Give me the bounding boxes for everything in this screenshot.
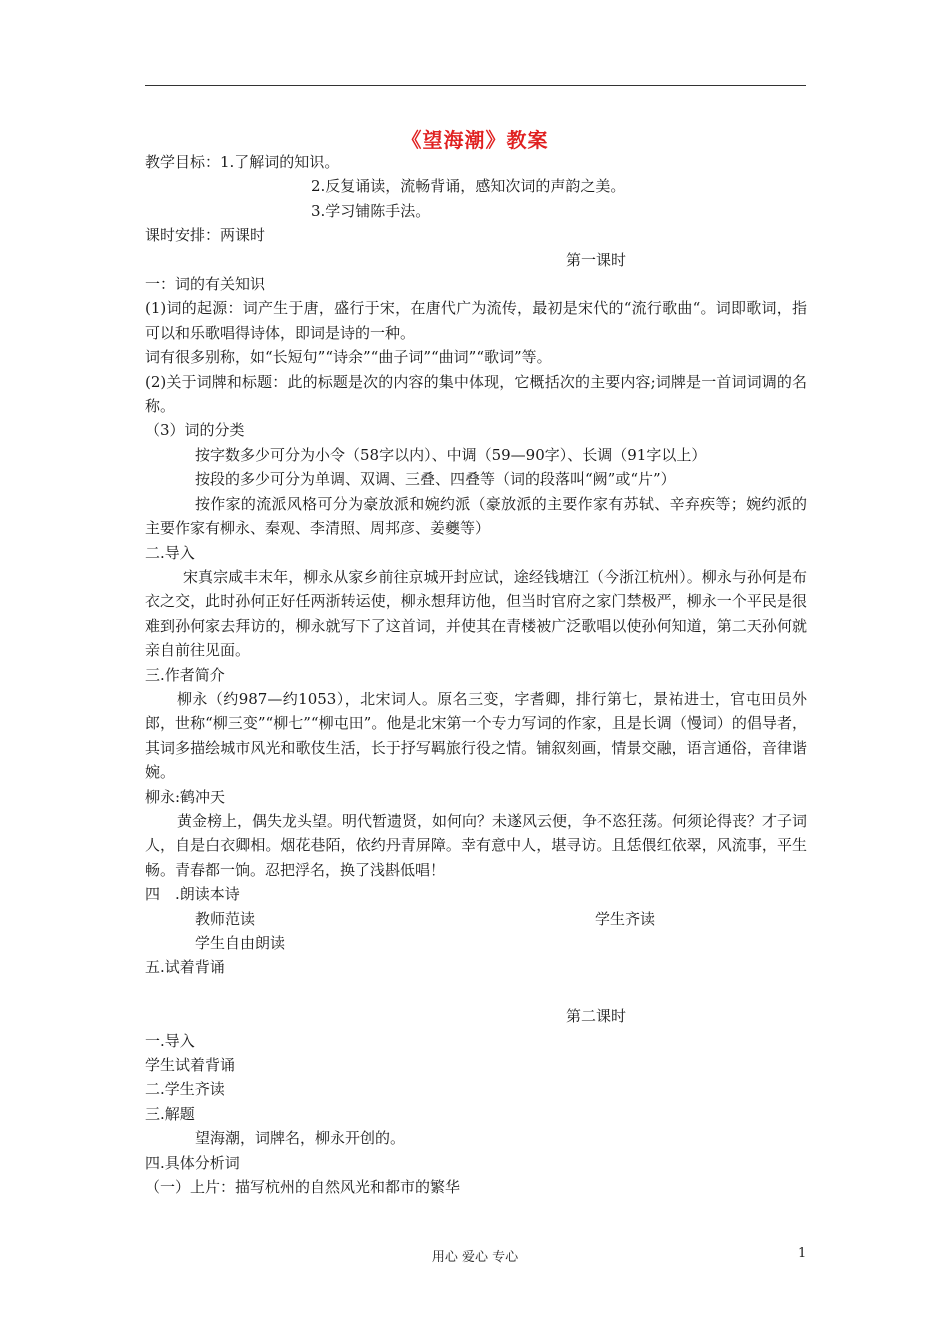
section-heading: 二.导入 — [145, 543, 195, 562]
footer-motto: 用心 爱心 专心 — [431, 1250, 519, 1265]
section-heading: 一.导入 — [145, 1031, 195, 1050]
paragraph: 柳永（约987—约1053），北宋词人。原名三变，字耆卿，排行第七，景祐进士，官屯田员外郎，世称“柳三变”“柳七”“柳屯田”。他是北宋第一个专力写词的作家，且是长调（慢词）的倡导者，其词多描绘城市风光和歌伎生活，长于抒写羁旅行役之情。铺叙刻画，情景交融，语言通俗，音律谐婉。 — [145, 689, 807, 782]
list-item: 按段的多少可分为单调、双调、三叠、四叠等（词的段落叫“阙”或“片”） — [195, 470, 676, 489]
list-item: 按作家的流派风格可分为豪放派和婉约派（豪放派的主要作家有苏轼、辛弃疾等；婉约派的主要作家有柳永、秦观、李清照、周邦彦、姜夔等） — [145, 494, 807, 538]
header-rule — [145, 85, 806, 86]
list-item: 学生自由朗读 — [195, 934, 286, 952]
paragraph: 学生试着背诵 — [145, 1056, 236, 1075]
section-heading: 四.具体分析词 — [145, 1153, 240, 1172]
lesson-one-heading: 第一课时 — [565, 250, 626, 269]
objectives-line-2: 2.反复诵读，流畅背诵，感知次词的声韵之美。 — [311, 177, 626, 196]
objectives-line-1: 教学目标：1.了解词的知识。 — [145, 153, 340, 171]
list-item: 按字数多少可分为小令（58字以内）、中调（59—90字）、长调（91字以上） — [195, 445, 707, 464]
section-heading: 三.作者简介 — [145, 665, 225, 684]
paragraph: 望海潮，词牌名，柳永开创的。 — [195, 1129, 406, 1148]
paragraph: (1)词的起源：词产生于唐，盛行于宋，在唐代广为流传，最初是宋代的“流行歌曲“。词即歌词，指可以和乐歌唱得诗体，即词是诗的一种。 — [145, 299, 807, 342]
section-heading: 四 .朗读本诗 — [145, 885, 240, 904]
section-heading: 三.解题 — [145, 1104, 195, 1123]
paragraph: 词有很多别称，如“长短句”“诗余”“曲子词”“曲词”“歌词”等。 — [145, 348, 552, 367]
schedule-line: 课时安排：两课时 — [145, 226, 266, 245]
poem-title: 柳永:鹤冲天 — [145, 787, 226, 806]
objectives-line-3: 3.学习铺陈手法。 — [311, 201, 431, 220]
paragraph: 宋真宗咸丰末年，柳永从家乡前往京城开封应试，途经钱塘江（今浙江杭州）。柳永与孙何是布衣之交，此时孙何正好任两浙转运使，柳永想拜访他，但当时官府之家门禁极严，柳永一个平民是很难到孙何家去拜访的，柳永就写下了这首词，并使其在青楼被广泛歌唱以使孙何知道，第二天孙何就亲自前往见面。 — [145, 567, 807, 660]
list-item: 教师范读 — [195, 909, 256, 928]
document-title: 《望海潮》教案 — [401, 128, 549, 152]
section-heading: 二.学生齐读 — [145, 1080, 225, 1099]
reading-row — [145, 907, 807, 931]
list-item: 学生齐读 — [595, 909, 656, 928]
section-heading: 五.试着背诵 — [145, 958, 225, 977]
sub-heading: （3）词的分类 — [145, 421, 245, 440]
page-number: 1 — [798, 1246, 807, 1261]
paragraph: (2)关于词牌和标题：此的标题是次的内容的集中体现，它概括次的主要内容;词牌是一首词词调的名称。 — [145, 372, 807, 416]
poem-text: 黄金榜上，偶失龙头望。明代暂遗贤，如何向？未遂风云便，争不恣狂荡。何须论得丧？才子词人，自是白衣卿相。烟花巷陌，依约丹青屏障。幸有意中人，堪寻访。且恁偎红依翠，风流事，平生畅。青春都一饷。忍把浮名，换了浅斟低唱！ — [145, 811, 808, 879]
lesson-two-heading: 第二课时 — [565, 1007, 626, 1026]
sub-heading: （一）上片：描写杭州的自然风光和都市的繁华 — [145, 1178, 461, 1197]
section-heading: 一：词的有关知识 — [145, 275, 266, 294]
spacer — [145, 980, 807, 1004]
document-body — [145, 150, 807, 1199]
